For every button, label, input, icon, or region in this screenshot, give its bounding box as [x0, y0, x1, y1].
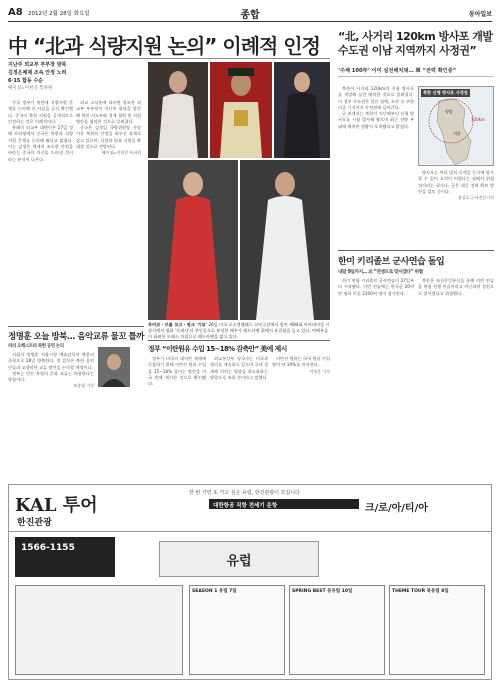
map-shape	[419, 87, 494, 166]
exercise-col-2	[418, 278, 494, 478]
ad-banner: 대한항공 직항 전세기 운항	[209, 499, 359, 509]
date-line: 2012년 2월 28일 화요일	[28, 11, 90, 17]
photo-figure	[148, 160, 238, 320]
photo-actress-red	[148, 160, 238, 320]
deck-line: 6·15 합동 수순	[8, 78, 44, 84]
section-title: 종합	[240, 10, 260, 21]
photo-figure	[148, 62, 208, 158]
portrait-figure	[98, 347, 130, 387]
masthead	[8, 6, 492, 22]
ad-box-3	[389, 585, 485, 675]
main-byline: 베이징=이헌진 특파원	[101, 150, 141, 156]
page-number: A8	[8, 7, 23, 18]
photo-actress-white	[240, 160, 330, 320]
kal-tour-advertisement	[8, 484, 492, 680]
divider	[8, 326, 144, 327]
divider	[338, 250, 494, 251]
paragraph: 방사포는 여러 발의 로켓을 동시에 발사할 수 있어 요격이 어렵다는 점에서 위협적이라는 평가다. 군은 대응 전력 확보 방안을 검토 중이다.	[418, 170, 494, 194]
oil-col-3	[272, 356, 330, 478]
caption-title: 루비코 · 브롤 코고 · 핑크 '기묘'	[148, 322, 207, 327]
ad-divider	[9, 531, 491, 532]
divider	[148, 340, 330, 341]
ad-box-title: SPRING BEST 동유럽 10일	[292, 589, 353, 594]
photo-caption	[148, 322, 330, 339]
missile-range-map	[418, 86, 494, 166]
paragraph: 홍레이 외교부 대변인은 27일 정례 브리핑에서 중국은 북한과 식량 지원 문제를 논의해 왔다고 밝혔다. 이는 김정은 체제의 조속한 안정을 바라는 중국의 의중을 드러낸 것이라는 분석이 나온다.	[8, 125, 73, 162]
exercise-headline: 한미 키리졸브 군사연습 돌입	[338, 257, 445, 267]
ad-croatia: 크/로/아/티/아	[365, 503, 428, 514]
oil-headline: 정부 “이란원유 수입 15∼18% 감축안” 美에 제시	[148, 345, 287, 353]
paragraph: 군 관계자는 북한이 지난해부터 신형 방사포를 시험 발사해 왔으며 최근 전방 부대에 배치한 정황이 포착됐다고 밝혔다.	[338, 111, 414, 129]
main-headline: 中 “北과 식량지원 논의” 이례적 인정	[8, 34, 320, 58]
photo-figure	[274, 62, 330, 158]
ad-phone: 1566-1155	[15, 537, 115, 577]
paragraph: 정부가 미국의 대이란 제재에 동참하기 위해 이란산 원유 수입을 15∼18% 줄이는 방안을 미국 측에 제시한 것으로 확인됐다.	[148, 356, 206, 387]
oil-col-2	[210, 356, 268, 478]
map-label-seoul: 서울	[453, 131, 461, 136]
oil-byline: 이정은 기자	[309, 368, 330, 374]
main-story-col-1	[8, 100, 73, 320]
paragraph: 지휘자 정명훈 서울시향 예술감독이 북한의 초청으로 28일 방북한다. 정 감독은 북한 음악인들과 교향악단 교류 방안을 논의할 예정이다.	[8, 352, 94, 370]
main-story-col-2	[76, 100, 141, 320]
photo-dictator	[210, 62, 272, 158]
paragraph: 북한이 사거리 120km의 신형 방사포를 개발해 실전 배치한 것으로 알려졌다. 이 경우 수도권은 물론 평택, 오산 등 주한미군 기지까지 사정권에 들어간다.	[338, 86, 414, 110]
ad-kal-title: KAL 투어	[15, 495, 98, 516]
right-story-col-1	[338, 86, 414, 246]
right-story-col-2	[418, 170, 494, 246]
deck-line: 김정은체제 조속 안정 노려	[8, 70, 67, 76]
ad-box-left	[15, 585, 183, 675]
right-headline: “北, 사거리 120km 방사포 개발 수도권 이남 지역까지 사정권”	[338, 30, 493, 57]
ad-box-title: SEASON 1 유럽 7일	[192, 589, 237, 594]
exercise-col-1	[338, 278, 414, 478]
interview-subhead: 파리 오케스트라 북한 공연 논의	[8, 344, 64, 349]
interview-byline: 조종엽 기자	[73, 383, 94, 389]
deck-line: 지난주 외교부 부부장 방북	[8, 62, 67, 68]
map-title: 북한 신형 방사포 사정권	[423, 90, 468, 95]
paper-name: 동아일보	[468, 11, 492, 18]
ad-box-2	[289, 585, 385, 675]
ad-box-title: THEME TOUR 북유럽 8일	[392, 589, 449, 594]
paragraph: 한미 연합 키리졸브 군사연습이 27일부터 시작됐다. 이번 연습에는 한국군 20여만 명과 미군 2100여 명이 참가한다.	[338, 278, 414, 296]
caption-text: 26일 미국 로스앤젤레스 코닥극장에서 열린 제84회 아카데미상 시상식에서 영화 '독재자'의 주인공으로 분장한 배우가 레드카펫 위에서 유골함을 들고 있다. 여배우들이 화려한 드레스 차림으로 레드카펫을 밟고 있다.	[148, 322, 330, 339]
interview-col-1	[8, 352, 94, 476]
paragraph: 외교통상부 당국자는 미국과 협의를 계속하고 있으며 국내 경제에 미치는 영향을 최소화하는 방향으로 조율 중이라고 말했다.	[210, 356, 268, 380]
exercise-subhead: 내달 9일까지… 北 “전쟁으로 맞서겠다” 위협	[338, 270, 423, 275]
deck-byline: 베이징=이헌진 특파원	[8, 86, 53, 91]
right-byline: 윤상호 군사전문기자	[457, 195, 494, 201]
photo-actress-1	[148, 62, 208, 158]
ad-europe: 유럽	[159, 541, 319, 577]
paragraph: 중국 정부가 북한에 식량지원 문제를 논의해 온 사실을 공식 확인했다. 중국이 북한 지원을 공개적으로 인정하는 것은 이례적이다.	[8, 100, 73, 124]
photo-actress-2	[274, 62, 330, 158]
main-deck	[8, 61, 113, 93]
photo-figure	[240, 160, 330, 320]
oil-col-1	[148, 356, 206, 478]
ad-kal-sub: 한진관광	[17, 518, 52, 528]
map-label-pyongyang: 평양	[445, 109, 453, 114]
map-label-range: 120km	[471, 117, 485, 122]
paragraph: 정부는 민간 차원의 문화 교류는 허용한다는 방침이다.	[8, 370, 94, 383]
headline-rule	[8, 58, 330, 59]
paragraph: 이란산 원유는 국내 원유 수입량의 약 10%를 차지한다.	[272, 356, 330, 368]
ad-tagline: 한 번 가면 또 가고 싶은 유럽, 한진관광이 모십니다	[189, 490, 300, 496]
paragraph: 북한은 조선중앙통신을 통해 이번 연습을 북침 전쟁 연습이라고 비난하며 성전으로 맞서겠다고 위협했다.	[418, 278, 494, 296]
ad-box-1	[189, 585, 285, 675]
portrait-photo	[98, 347, 130, 387]
right-subhead: ‘주체 100年’ 이미 실전배치돼… 軍 “전력 확인중”	[338, 67, 494, 77]
photo-figure	[210, 62, 272, 158]
interview-headline: 정명훈 오늘 방북… 음악교류 물꼬 틀까	[8, 332, 144, 342]
paragraph: 외교 소식통에 따르면 장즈쥔 외교부 부부장이 지난주 평양을 방문해 북한 지도부와 경제 협력 및 지원 방안을 협의한 것으로 알려졌다.	[76, 100, 141, 124]
paragraph: 중국은 김정일 국방위원장 사망 이후 북한의 안정을 최우선 과제로 삼고 있으며, 식량과 원유 지원을 확대할 것으로 전망된다.	[76, 125, 141, 150]
